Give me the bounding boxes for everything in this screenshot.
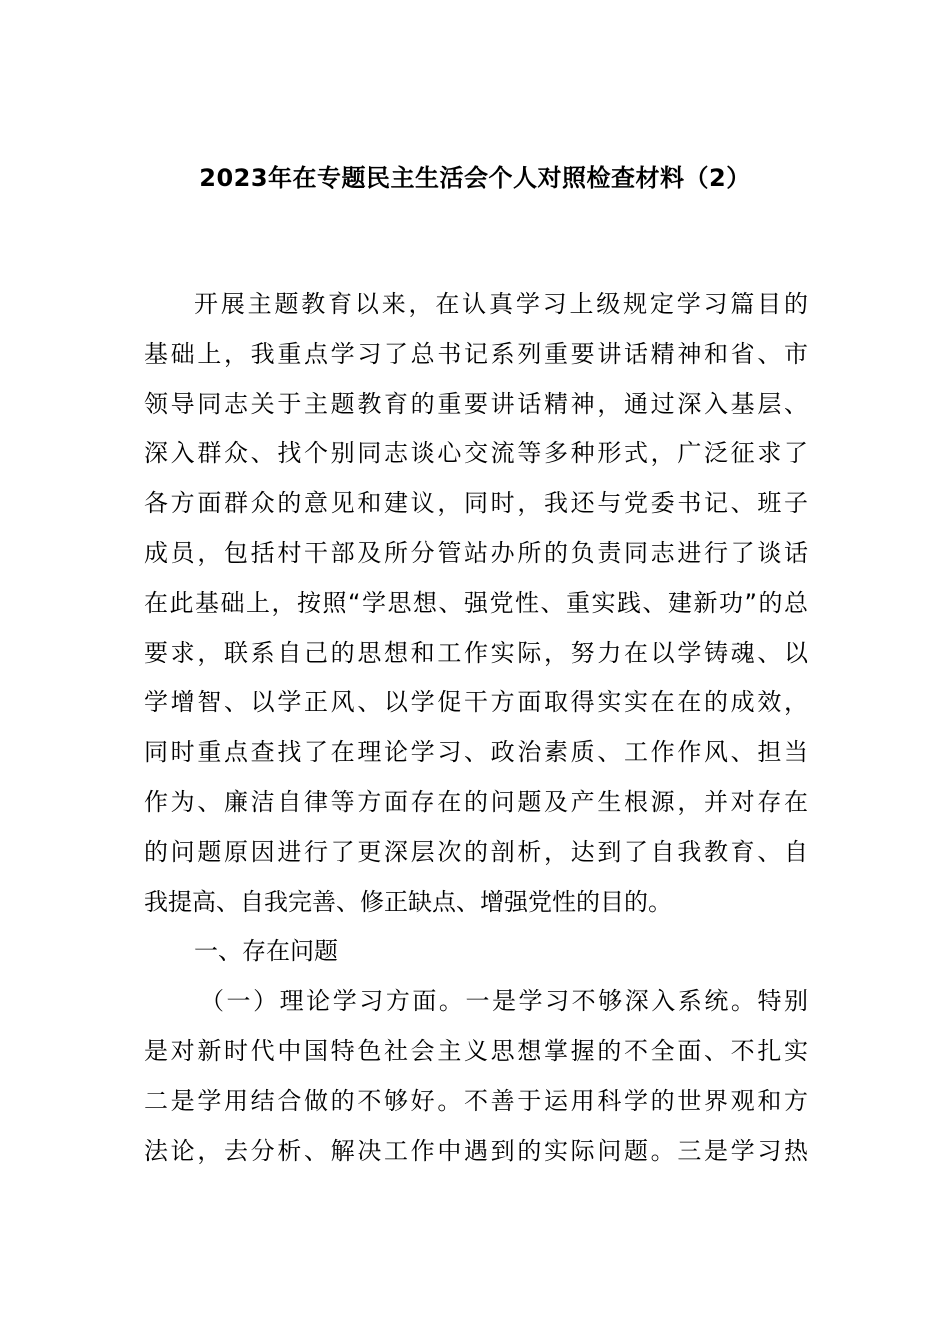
paragraph-line: 领导同志关于主题教育的重要讲话精神，通过深入基层、 bbox=[144, 389, 808, 418]
paragraph-line: 开展主题教育以来，在认真学习上级规定学习篇目的 bbox=[194, 290, 808, 318]
paragraph-line: 的问题原因进行了更深层次的剖析，达到了自我教育、自 bbox=[144, 837, 808, 866]
paragraph-line: 在此基础上，按照“学思想、强党性、重实践、建新功”的总 bbox=[144, 588, 808, 617]
paragraph-line: 同时重点查找了在理论学习、政治素质、工作作风、担当 bbox=[144, 738, 808, 767]
paragraph-line: 要求，联系自己的思想和工作实际，努力在以学铸魂、以 bbox=[144, 638, 808, 667]
paragraph-line: 是对新时代中国特色社会主义思想掌握的不全面、不扎实 bbox=[144, 1036, 808, 1065]
paragraph-line: 二是学用结合做的不够好。不善于运用科学的世界观和方 bbox=[144, 1086, 808, 1115]
paragraph-line: （一）理论学习方面。一是学习不够深入系统。特别 bbox=[200, 987, 808, 1016]
paragraph-line: 基础上，我重点学习了总书记系列重要讲话精神和省、市 bbox=[144, 339, 808, 368]
paragraph-line: 我提高、自我完善、修正缺点、增强党性的目的。 bbox=[144, 887, 672, 916]
paragraph-line: 作为、廉洁自律等方面存在的问题及产生根源，并对存在 bbox=[144, 787, 808, 816]
document-title: 2023年在专题民主生活会个人对照检查材料（2） bbox=[199, 164, 751, 192]
paragraph-line: 法论，去分析、解决工作中遇到的实际问题。三是学习热 bbox=[144, 1136, 808, 1165]
paragraph-line: 成员，包括村干部及所分管站办所的负责同志进行了谈话 bbox=[144, 538, 808, 567]
paragraph-line: 各方面群众的意见和建议，同时，我还与党委书记、班子 bbox=[144, 489, 808, 518]
section-heading: 一、存在问题 bbox=[194, 937, 338, 966]
paragraph-line: 学增智、以学正风、以学促干方面取得实实在在的成效， bbox=[144, 688, 808, 717]
document-body bbox=[144, 280, 808, 1176]
paragraph-line: 深入群众、找个别同志谈心交流等多种形式，广泛征求了 bbox=[144, 439, 808, 468]
